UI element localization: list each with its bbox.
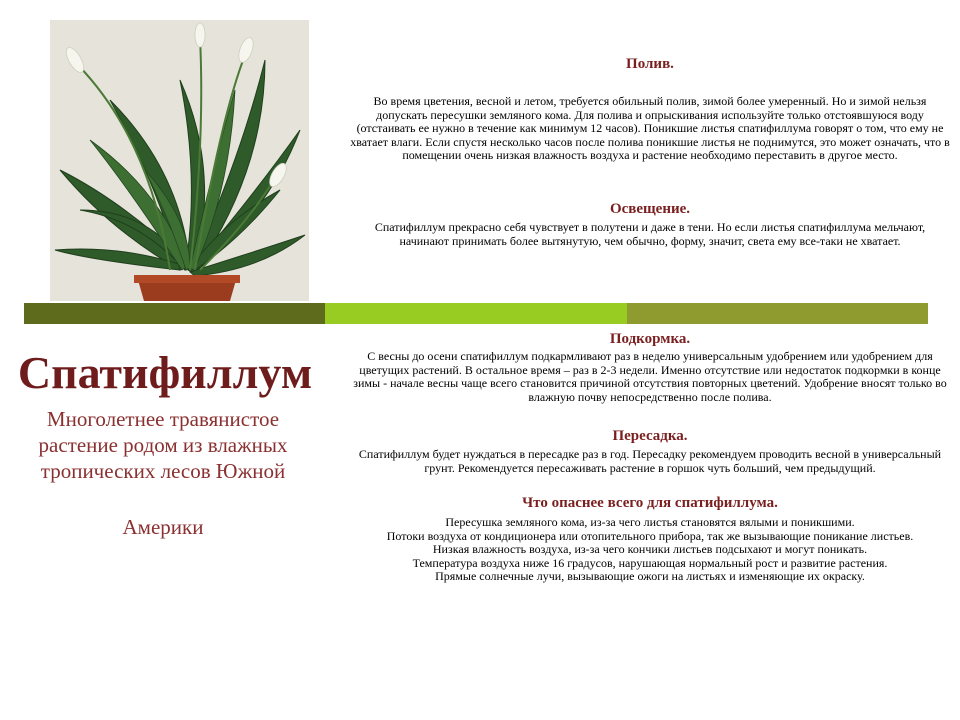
lighting-section <box>350 200 950 248</box>
plant-photo <box>50 20 309 301</box>
lighting-text: Спатифиллум прекрасно себя чувствует в полутени и даже в тени. Но если листья спатифиллума мельчают, начинают принимать более вытянутую, чем обычно, форму, значит, света ему все-таки не хватает. <box>374 220 926 248</box>
dangers-heading: Что опаснее всего для спатифиллума. <box>522 495 778 511</box>
feeding-text: С весны до осени спатифиллум подкармливают раз в неделю универсальным удобрением или удобрением для цветущих растений. В остальное время – раз в 2-3 недели. Именно отсутствие или недостаток подкормки в конце зимы - начале весны чаще всего становится причиной отсутствия повторных цветений. Удобрение вносят только во влажную почву непосредственно после полива. <box>353 349 947 404</box>
divider-bar-olive <box>627 303 928 324</box>
transplant-section <box>350 427 950 475</box>
feeding-heading: Подкормка. <box>609 331 691 347</box>
dangers-line: Прямые солнечные лучи, вызывающие ожоги на листьях и изменяющие их окраску. <box>435 569 865 583</box>
dangers-section <box>350 494 950 584</box>
dangers-line: Пересушка земляного кома, из-за чего листья становятся вялыми и поникшими. <box>445 515 855 529</box>
page-title: Спатифиллум <box>17 347 313 398</box>
page-subtitle-end: Америки <box>122 515 204 539</box>
watering-heading: Полив. <box>626 56 674 72</box>
transplant-text: Спатифиллум будет нуждаться в пересадке раз в год. Пересадку рекомендуем проводить весной в универсальный грунт. Рекомендуется пересаживать растение в горшок чуть больший, чем предыдущий. <box>358 447 942 475</box>
plant-illustration <box>50 20 309 301</box>
watering-section <box>350 55 950 163</box>
watering-text: Во время цветения, весной и летом, требуется обильный полив, зимой более умеренный. Но и зимой нельзя допускать пересушки земляного кома. Для полива и опрыскивания используйте только отстоявшуюся воду (отстаивать ее нужно в течение как минимум 12 часов). Поникшие листья спатифиллума говорят о том, что ему не хватает влаги. Если спустя несколько часов после полива поникшие листья не поднимутся, это может означать, что в помещении очень низкая влажность воздуха и растение необходимо переставить в другое место. <box>350 94 950 162</box>
lighting-heading: Освещение. <box>609 201 691 217</box>
feeding-section <box>350 330 950 404</box>
page-subtitle: Многолетнее травянистое растение родом из влажных тропических лесов Южной <box>38 407 288 483</box>
dangers-line: Температура воздуха ниже 16 градусов, нарушающая нормальный рост и развитие растения. <box>412 555 888 570</box>
divider-bar-dark <box>24 303 325 324</box>
dangers-line: Низкая влажность воздуха, из-за чего кончики листьев подсыхают и могут поникать. <box>432 542 868 556</box>
dangers-line: Потоки воздуха от кондиционера или отопительного прибора, так же вызывающие поникание листьев. <box>386 528 914 543</box>
transplant-heading: Пересадка. <box>612 428 688 444</box>
divider-bar-light <box>325 303 627 324</box>
